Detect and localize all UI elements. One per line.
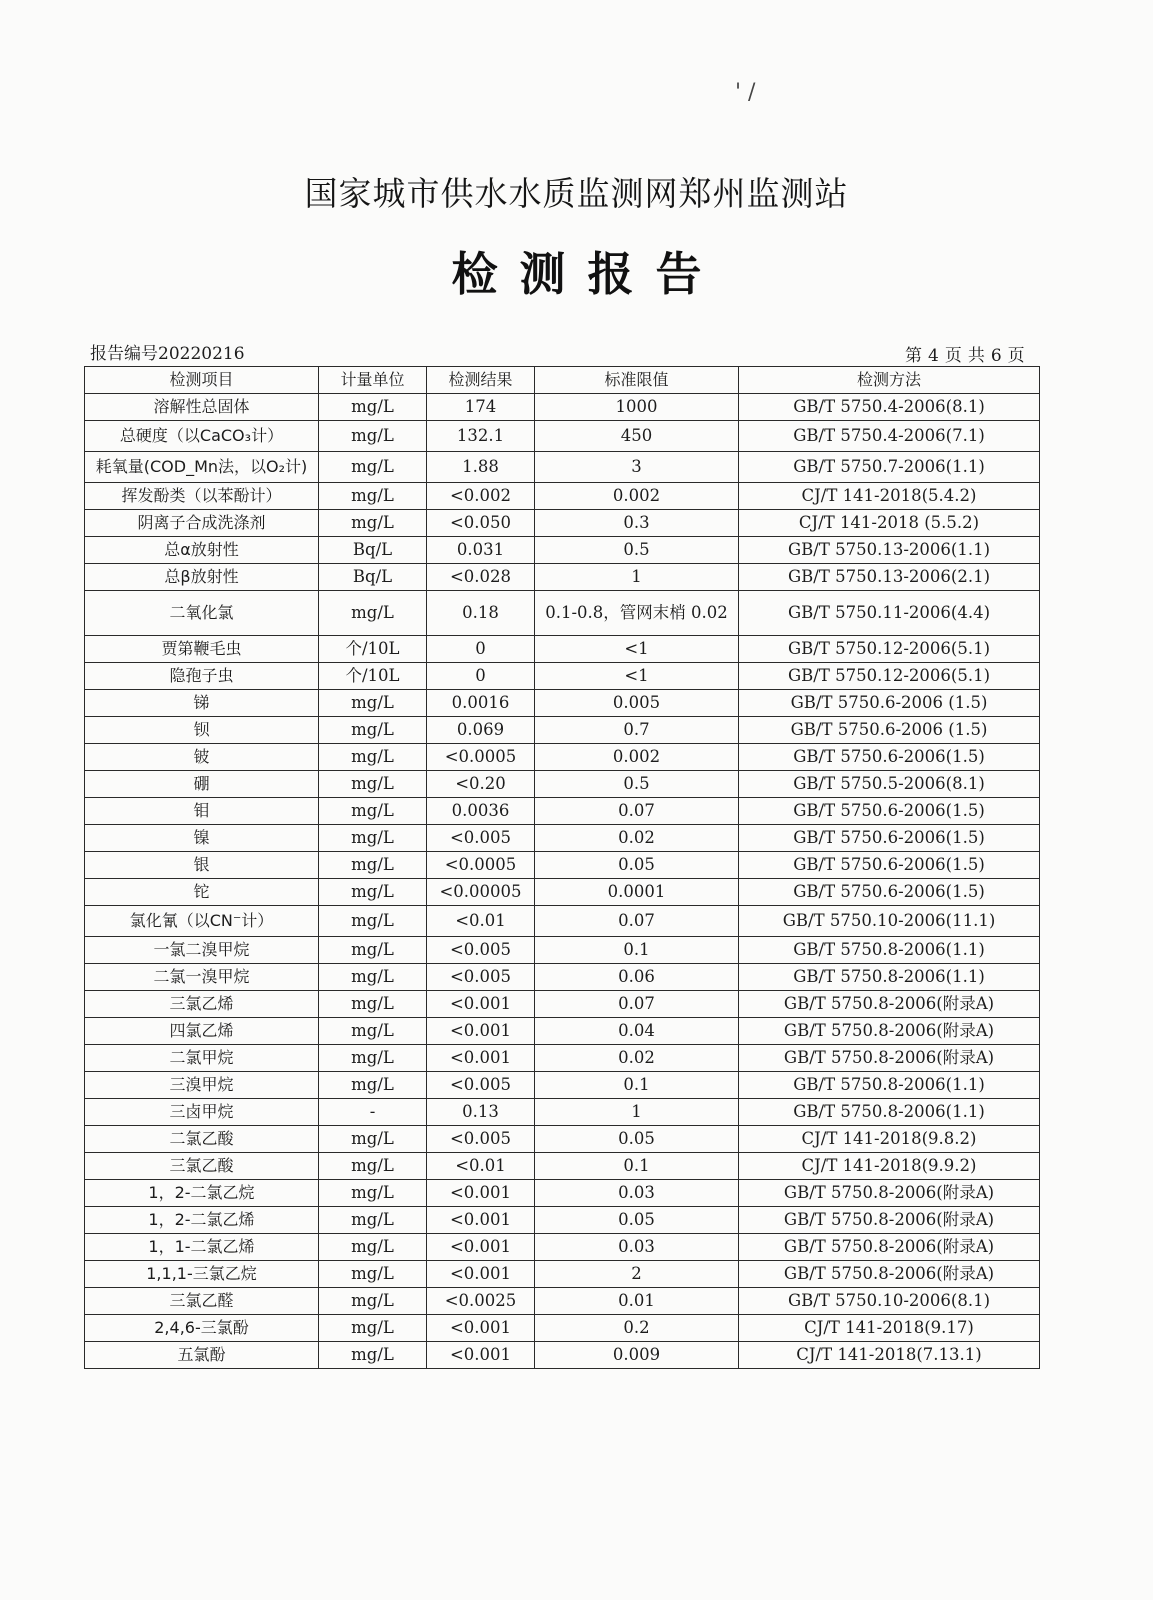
cell-item: 二氯乙酸	[85, 1126, 319, 1153]
header-result: 检测结果	[427, 367, 535, 394]
cell-limit: <1	[535, 636, 739, 663]
table-row	[85, 906, 1040, 937]
cell-unit: mg/L	[319, 591, 427, 636]
table-row	[85, 591, 1040, 636]
cell-item: 三氯乙烯	[85, 991, 319, 1018]
cell-limit: 0.07	[535, 991, 739, 1018]
cell-method: GB/T 5750.6-2006(1.5)	[739, 879, 1040, 906]
cell-result: <0.001	[427, 1207, 535, 1234]
page-handwritten-mark: ' /	[735, 80, 756, 105]
table-row	[85, 771, 1040, 798]
cell-item: 1,1,1-三氯乙烷	[85, 1261, 319, 1288]
cell-method: GB/T 5750.12-2006(5.1)	[739, 663, 1040, 690]
cell-method: GB/T 5750.8-2006(附录A)	[739, 991, 1040, 1018]
cell-method: GB/T 5750.8-2006(附录A)	[739, 1207, 1040, 1234]
cell-result: <0.0025	[427, 1288, 535, 1315]
cell-result: <0.0005	[427, 744, 535, 771]
table-row	[85, 1153, 1040, 1180]
cell-result: 0.13	[427, 1099, 535, 1126]
cell-item: 二氧化氯	[85, 591, 319, 636]
cell-result: <0.001	[427, 1342, 535, 1369]
cell-unit: mg/L	[319, 1180, 427, 1207]
cell-item: 1，1-二氯乙烯	[85, 1234, 319, 1261]
cell-method: GB/T 5750.7-2006(1.1)	[739, 452, 1040, 483]
cell-result: <0.050	[427, 510, 535, 537]
cell-item: 钼	[85, 798, 319, 825]
cell-limit: 0.01	[535, 1288, 739, 1315]
cell-limit: 0.02	[535, 1045, 739, 1072]
cell-method: GB/T 5750.6-2006 (1.5)	[739, 717, 1040, 744]
cell-limit: 0.1	[535, 1072, 739, 1099]
cell-unit: mg/L	[319, 1072, 427, 1099]
cell-item: 溶解性总固体	[85, 394, 319, 421]
cell-limit: 0.1-0.8，管网末梢 0.02	[535, 591, 739, 636]
cell-item: 挥发酚类（以苯酚计）	[85, 483, 319, 510]
table-row	[85, 1018, 1040, 1045]
cell-limit: 2	[535, 1261, 739, 1288]
table-row	[85, 717, 1040, 744]
cell-result: <0.028	[427, 564, 535, 591]
cell-method: GB/T 5750.6-2006(1.5)	[739, 798, 1040, 825]
cell-unit: mg/L	[319, 825, 427, 852]
cell-method: CJ/T 141-2018(9.17)	[739, 1315, 1040, 1342]
cell-limit: 0.0001	[535, 879, 739, 906]
cell-limit: 0.07	[535, 906, 739, 937]
table-row	[85, 825, 1040, 852]
cell-result: 0.0036	[427, 798, 535, 825]
cell-unit: mg/L	[319, 1207, 427, 1234]
cell-limit: 0.005	[535, 690, 739, 717]
table-row	[85, 510, 1040, 537]
cell-item: 2,4,6-三氯酚	[85, 1315, 319, 1342]
cell-item: 四氯乙烯	[85, 1018, 319, 1045]
cell-unit: mg/L	[319, 744, 427, 771]
cell-item: 三卤甲烷	[85, 1099, 319, 1126]
cell-item: 氯化氰（以CN⁻计）	[85, 906, 319, 937]
cell-result: <0.005	[427, 1072, 535, 1099]
cell-result: <0.00005	[427, 879, 535, 906]
cell-unit: mg/L	[319, 937, 427, 964]
cell-result: <0.001	[427, 1234, 535, 1261]
cell-item: 1，2-二氯乙烷	[85, 1180, 319, 1207]
cell-method: GB/T 5750.4-2006(7.1)	[739, 421, 1040, 452]
cell-limit: 0.07	[535, 798, 739, 825]
table-row	[85, 1045, 1040, 1072]
cell-unit: mg/L	[319, 991, 427, 1018]
table-row	[85, 937, 1040, 964]
cell-limit: 0.04	[535, 1018, 739, 1045]
cell-method: GB/T 5750.13-2006(2.1)	[739, 564, 1040, 591]
cell-result: <0.001	[427, 1045, 535, 1072]
cell-item: 钡	[85, 717, 319, 744]
cell-result: 0.18	[427, 591, 535, 636]
table-row	[85, 879, 1040, 906]
cell-method: CJ/T 141-2018(9.9.2)	[739, 1153, 1040, 1180]
header-limit: 标准限值	[535, 367, 739, 394]
cell-method: GB/T 5750.12-2006(5.1)	[739, 636, 1040, 663]
cell-item: 1，2-二氯乙烯	[85, 1207, 319, 1234]
table-row	[85, 636, 1040, 663]
table-row	[85, 1315, 1040, 1342]
cell-limit: 0.1	[535, 937, 739, 964]
cell-item: 总α放射性	[85, 537, 319, 564]
cell-unit: mg/L	[319, 421, 427, 452]
cell-result: <0.20	[427, 771, 535, 798]
cell-method: GB/T 5750.6-2006(1.5)	[739, 744, 1040, 771]
document-title: 检测报告	[451, 247, 724, 301]
page-indicator: 第 4 页 共 6 页	[905, 346, 1025, 366]
cell-limit: 0.3	[535, 510, 739, 537]
cell-method: CJ/T 141-2018(5.4.2)	[739, 483, 1040, 510]
cell-unit: Bq/L	[319, 564, 427, 591]
table-row	[85, 564, 1040, 591]
table-row	[85, 1288, 1040, 1315]
table-row	[85, 1234, 1040, 1261]
cell-method: GB/T 5750.8-2006(1.1)	[739, 1099, 1040, 1126]
cell-limit: 0.002	[535, 483, 739, 510]
cell-unit: mg/L	[319, 1261, 427, 1288]
cell-unit: mg/L	[319, 964, 427, 991]
cell-unit: mg/L	[319, 879, 427, 906]
cell-result: <0.001	[427, 991, 535, 1018]
header-item: 检测项目	[85, 367, 319, 394]
cell-unit: mg/L	[319, 852, 427, 879]
cell-limit: 0.5	[535, 537, 739, 564]
cell-result: 0	[427, 636, 535, 663]
cell-result: <0.005	[427, 1126, 535, 1153]
cell-result: <0.001	[427, 1180, 535, 1207]
cell-method: GB/T 5750.8-2006(附录A)	[739, 1018, 1040, 1045]
cell-item: 三氯乙醛	[85, 1288, 319, 1315]
cell-limit: 0.05	[535, 1126, 739, 1153]
table-row	[85, 744, 1040, 771]
cell-unit: 个/10L	[319, 636, 427, 663]
cell-limit: 450	[535, 421, 739, 452]
cell-method: GB/T 5750.5-2006(8.1)	[739, 771, 1040, 798]
cell-limit: 0.06	[535, 964, 739, 991]
cell-unit: mg/L	[319, 1315, 427, 1342]
report-number: 报告编号20220216	[90, 344, 245, 364]
cell-result: <0.001	[427, 1261, 535, 1288]
cell-result: <0.01	[427, 906, 535, 937]
cell-item: 铊	[85, 879, 319, 906]
table-row	[85, 991, 1040, 1018]
cell-limit: 0.5	[535, 771, 739, 798]
cell-limit: 0.009	[535, 1342, 739, 1369]
cell-item: 五氯酚	[85, 1342, 319, 1369]
cell-item: 铍	[85, 744, 319, 771]
cell-result: <0.0005	[427, 852, 535, 879]
table-row	[85, 537, 1040, 564]
table-row	[85, 1342, 1040, 1369]
cell-limit: 0.03	[535, 1180, 739, 1207]
cell-limit: 1	[535, 1099, 739, 1126]
cell-item: 锑	[85, 690, 319, 717]
cell-unit: mg/L	[319, 394, 427, 421]
table-row	[85, 421, 1040, 452]
table-header-row	[85, 367, 1040, 394]
cell-result: 0.031	[427, 537, 535, 564]
cell-method: CJ/T 141-2018(9.8.2)	[739, 1126, 1040, 1153]
cell-limit: 0.2	[535, 1315, 739, 1342]
table-body	[85, 394, 1040, 1369]
cell-unit: -	[319, 1099, 427, 1126]
cell-method: CJ/T 141-2018 (5.5.2)	[739, 510, 1040, 537]
table-row	[85, 394, 1040, 421]
cell-limit: 0.002	[535, 744, 739, 771]
cell-method: GB/T 5750.10-2006(8.1)	[739, 1288, 1040, 1315]
cell-limit: 3	[535, 452, 739, 483]
cell-method: GB/T 5750.8-2006(附录A)	[739, 1045, 1040, 1072]
cell-method: GB/T 5750.6-2006(1.5)	[739, 852, 1040, 879]
cell-result: <0.002	[427, 483, 535, 510]
cell-result: 0	[427, 663, 535, 690]
cell-unit: mg/L	[319, 717, 427, 744]
table-row	[85, 1072, 1040, 1099]
test-results-table	[84, 366, 1040, 1369]
cell-item: 硼	[85, 771, 319, 798]
cell-result: <0.005	[427, 825, 535, 852]
cell-unit: mg/L	[319, 1153, 427, 1180]
cell-result: <0.001	[427, 1315, 535, 1342]
table-row	[85, 483, 1040, 510]
table-row	[85, 852, 1040, 879]
cell-limit: 0.02	[535, 825, 739, 852]
cell-method: GB/T 5750.8-2006(1.1)	[739, 964, 1040, 991]
cell-limit: 0.05	[535, 1207, 739, 1234]
cell-unit: 个/10L	[319, 663, 427, 690]
table-row	[85, 798, 1040, 825]
cell-limit: 1	[535, 564, 739, 591]
cell-method: GB/T 5750.8-2006(1.1)	[739, 937, 1040, 964]
table-row	[85, 1261, 1040, 1288]
cell-unit: mg/L	[319, 690, 427, 717]
cell-unit: mg/L	[319, 510, 427, 537]
cell-limit: <1	[535, 663, 739, 690]
cell-result: <0.005	[427, 937, 535, 964]
table-row	[85, 1126, 1040, 1153]
cell-unit: mg/L	[319, 452, 427, 483]
cell-method: GB/T 5750.11-2006(4.4)	[739, 591, 1040, 636]
cell-method: GB/T 5750.10-2006(11.1)	[739, 906, 1040, 937]
cell-item: 总β放射性	[85, 564, 319, 591]
table-row	[85, 964, 1040, 991]
cell-item: 银	[85, 852, 319, 879]
cell-unit: Bq/L	[319, 537, 427, 564]
cell-item: 总硬度（以CaCO₃计）	[85, 421, 319, 452]
cell-unit: mg/L	[319, 1234, 427, 1261]
cell-result: <0.01	[427, 1153, 535, 1180]
cell-unit: mg/L	[319, 1342, 427, 1369]
cell-limit: 0.1	[535, 1153, 739, 1180]
cell-method: GB/T 5750.8-2006(1.1)	[739, 1072, 1040, 1099]
cell-item: 镍	[85, 825, 319, 852]
cell-limit: 1000	[535, 394, 739, 421]
cell-method: CJ/T 141-2018(7.13.1)	[739, 1342, 1040, 1369]
cell-item: 二氯甲烷	[85, 1045, 319, 1072]
cell-result: <0.001	[427, 1018, 535, 1045]
cell-item: 一氯二溴甲烷	[85, 937, 319, 964]
cell-result: 0.0016	[427, 690, 535, 717]
cell-unit: mg/L	[319, 483, 427, 510]
cell-result: 0.069	[427, 717, 535, 744]
cell-unit: mg/L	[319, 1288, 427, 1315]
cell-unit: mg/L	[319, 798, 427, 825]
cell-item: 耗氧量(COD_Mn法，以O₂计)	[85, 452, 319, 483]
cell-unit: mg/L	[319, 906, 427, 937]
cell-result: 132.1	[427, 421, 535, 452]
cell-limit: 0.03	[535, 1234, 739, 1261]
cell-unit: mg/L	[319, 1018, 427, 1045]
cell-unit: mg/L	[319, 1126, 427, 1153]
table-row	[85, 1180, 1040, 1207]
cell-item: 隐孢子虫	[85, 663, 319, 690]
cell-method: GB/T 5750.6-2006 (1.5)	[739, 690, 1040, 717]
cell-method: GB/T 5750.8-2006(附录A)	[739, 1261, 1040, 1288]
table-row	[85, 1207, 1040, 1234]
cell-method: GB/T 5750.13-2006(1.1)	[739, 537, 1040, 564]
cell-limit: 0.7	[535, 717, 739, 744]
cell-result: 1.88	[427, 452, 535, 483]
header-unit: 计量单位	[319, 367, 427, 394]
cell-item: 贾第鞭毛虫	[85, 636, 319, 663]
cell-method: GB/T 5750.8-2006(附录A)	[739, 1234, 1040, 1261]
cell-result: 174	[427, 394, 535, 421]
cell-limit: 0.05	[535, 852, 739, 879]
table-row	[85, 452, 1040, 483]
cell-unit: mg/L	[319, 771, 427, 798]
cell-method: GB/T 5750.6-2006(1.5)	[739, 825, 1040, 852]
cell-item: 二氯一溴甲烷	[85, 964, 319, 991]
cell-item: 三氯乙酸	[85, 1153, 319, 1180]
cell-unit: mg/L	[319, 1045, 427, 1072]
table-row	[85, 690, 1040, 717]
table-row	[85, 663, 1040, 690]
cell-item: 三溴甲烷	[85, 1072, 319, 1099]
cell-item: 阴离子合成洗涤剂	[85, 510, 319, 537]
cell-result: <0.005	[427, 964, 535, 991]
cell-method: GB/T 5750.4-2006(8.1)	[739, 394, 1040, 421]
header-method: 检测方法	[739, 367, 1040, 394]
table-row	[85, 1099, 1040, 1126]
organization-name: 国家城市供水水质监测网郑州监测站	[304, 174, 849, 213]
cell-method: GB/T 5750.8-2006(附录A)	[739, 1180, 1040, 1207]
